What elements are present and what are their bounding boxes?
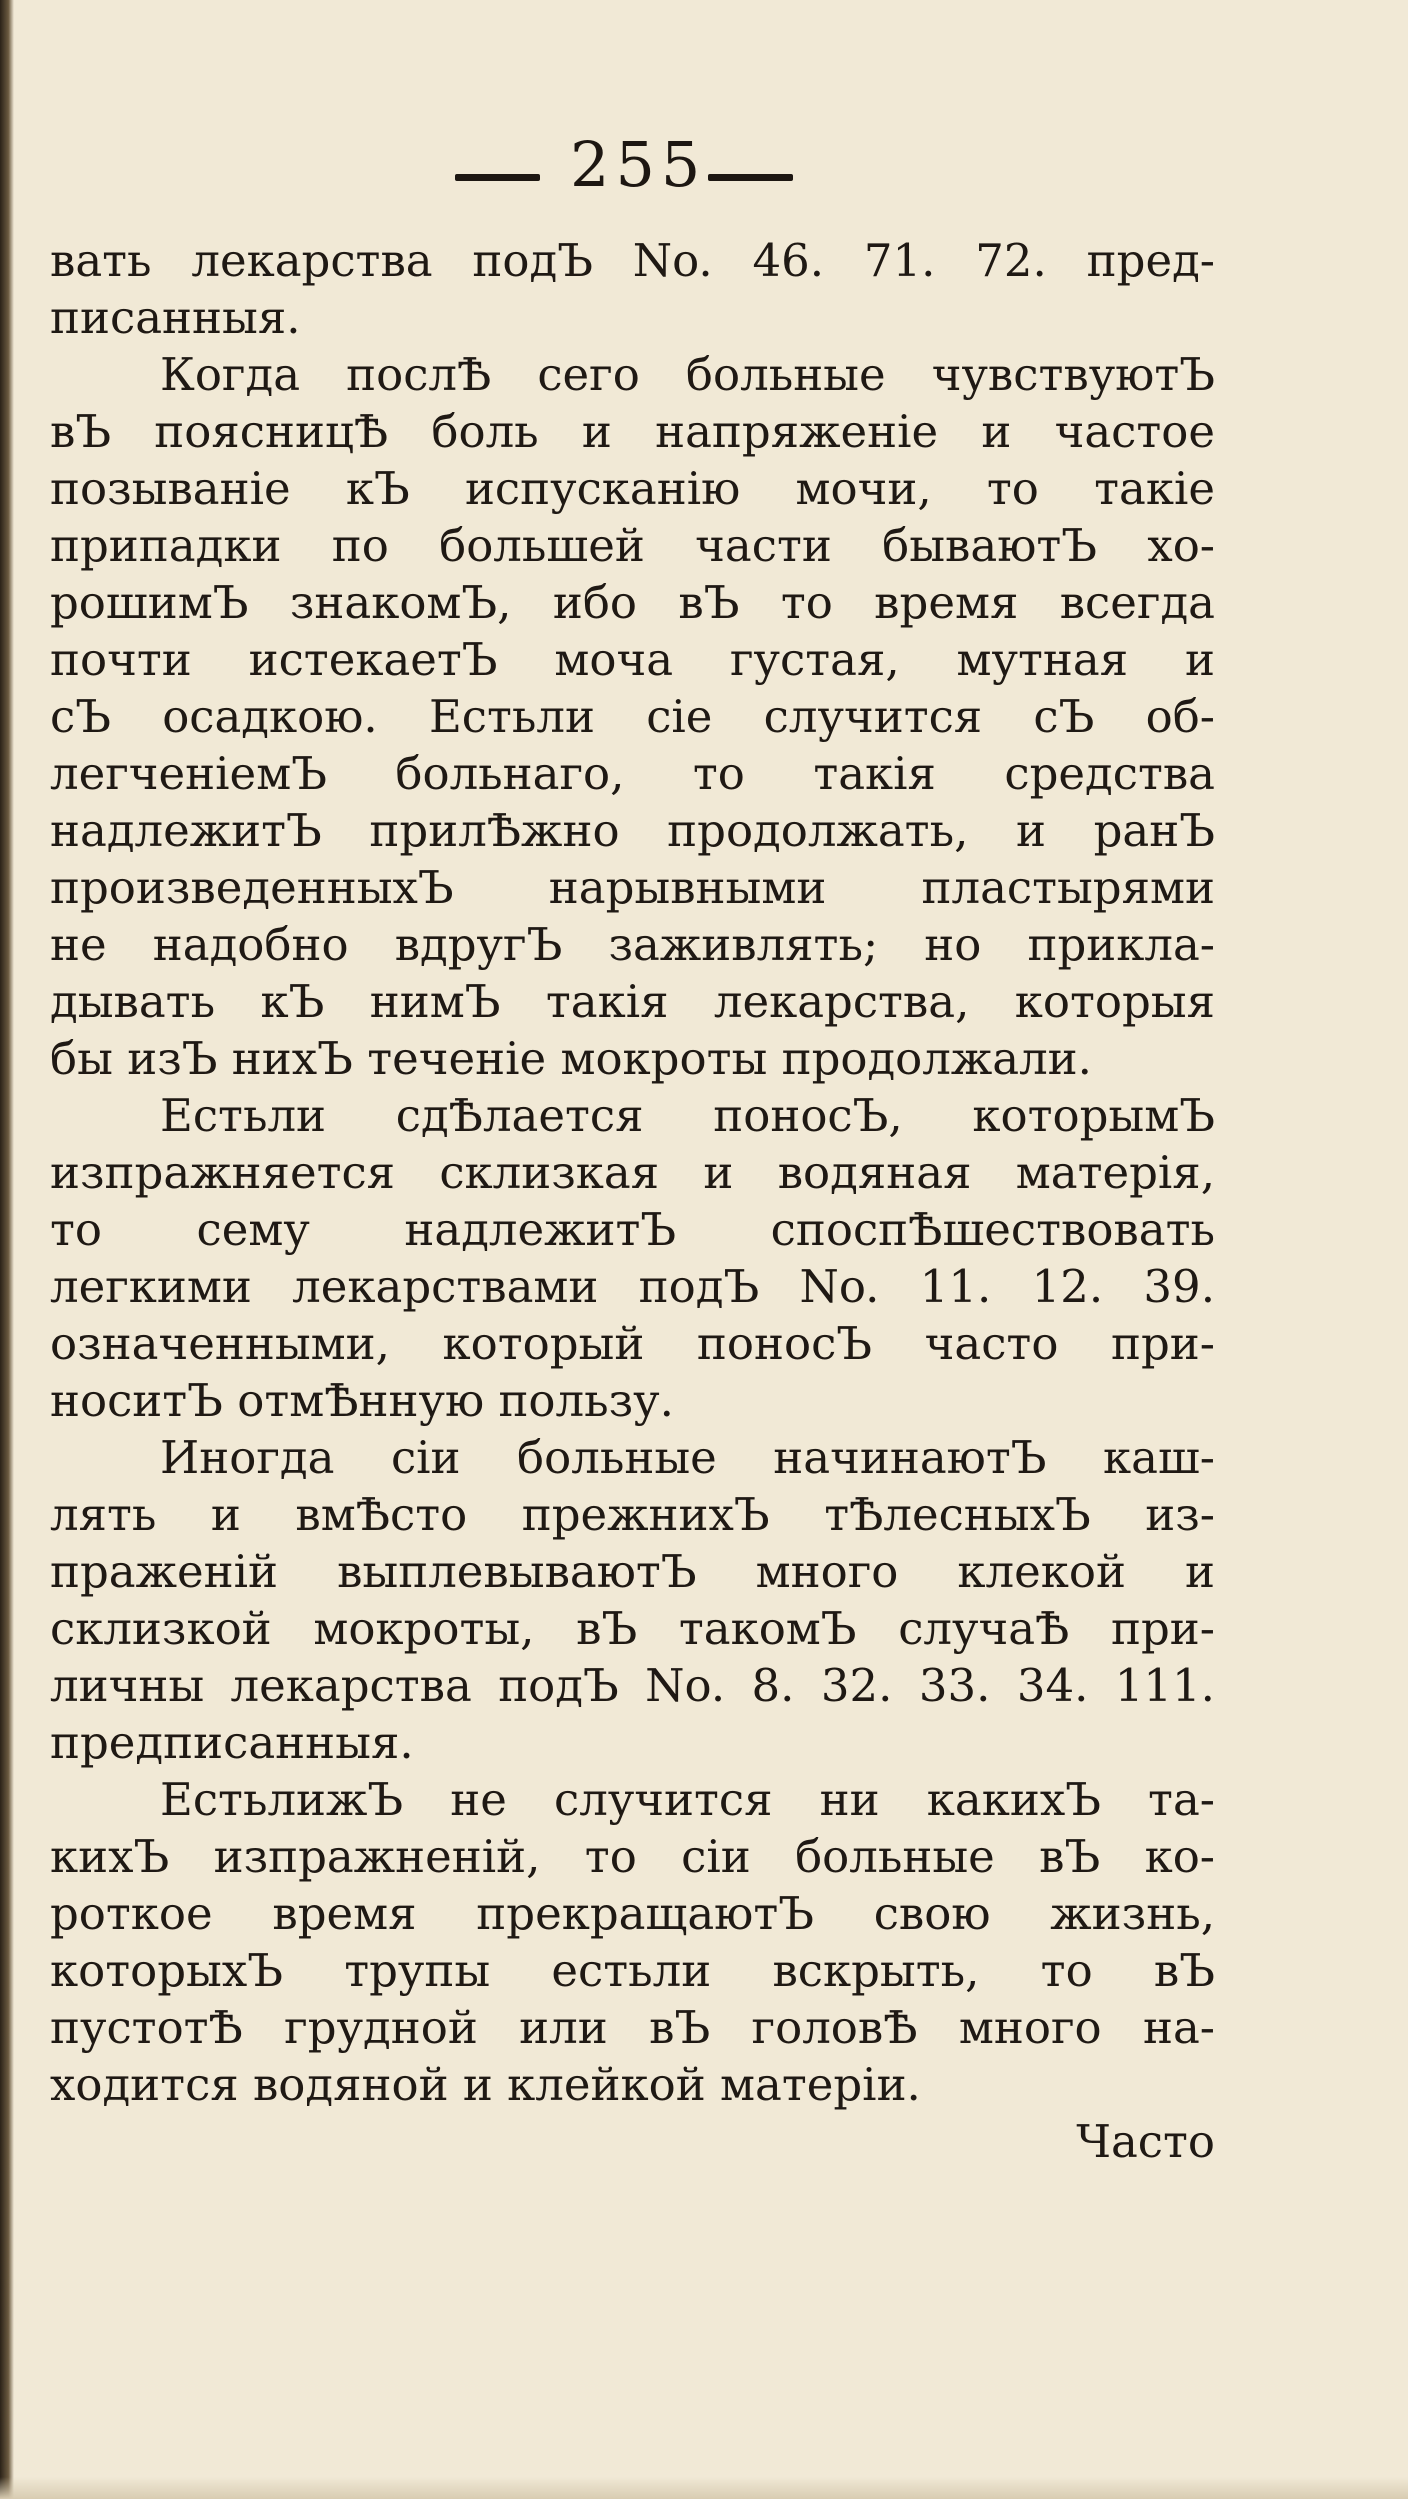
paragraph-first-line: ЕстьлижЪ не случится ни какихЪ та- <box>160 1773 1215 1826</box>
text-line: означенными, который поносЪ часто при- <box>50 1317 1215 1370</box>
catchword: Часто <box>1076 2115 1215 2168</box>
text-line: надлежитЪ прилѢжно продолжать, и ранЪ <box>50 804 1215 857</box>
text-line: пустотѢ грудной или вЪ головѢ много на- <box>50 2001 1215 2054</box>
page-number: 255 <box>570 128 707 201</box>
text-line: праженій выплевываютЪ много клекой и <box>50 1545 1215 1598</box>
text-line: почти истекаетЪ моча густая, мутная и <box>50 633 1215 686</box>
page-bottom-edge <box>0 2477 1408 2499</box>
text-line: произведенныхЪ нарывными пластырями <box>50 861 1215 914</box>
text-line: позываніе кЪ испусканію мочи, то такіе <box>50 462 1215 515</box>
text-line: изпражняется склизкая и водяная матерія, <box>50 1146 1215 1199</box>
text-line: писанныя. <box>50 291 301 344</box>
text-line: сЪ осадкою. Естьли сіе случится сЪ об- <box>50 690 1215 743</box>
text-line: не надобно вдругЪ заживлять; но прикла- <box>50 918 1215 971</box>
text-line: носитЪ отмѢнную пользу. <box>50 1374 674 1427</box>
text-line: припадки по большей части бываютЪ хо- <box>50 519 1215 572</box>
text-line: лять и вмѢсто прежнихЪ тѢлесныхЪ из- <box>50 1488 1215 1541</box>
text-line: которыхЪ трупы естьли вскрыть, то вЪ <box>50 1944 1215 1997</box>
text-line: ходится водяной и клейкой матеріи. <box>50 2058 921 2111</box>
paragraph-first-line: Естьли сдѢлается поносЪ, которымЪ <box>160 1089 1215 1142</box>
text-line: личны лекарства подЪ No. 8. 32. 33. 34. 111. <box>50 1659 1215 1712</box>
paragraph-first-line: Иногда сіи больные начинаютЪ каш- <box>160 1431 1215 1484</box>
header-dash-right <box>708 174 793 181</box>
text-line: склизкой мокроты, вЪ такомЪ случаѢ при- <box>50 1602 1215 1655</box>
text-line: вЪ поясницѢ боль и напряженіе и частое <box>50 405 1215 458</box>
paragraph-first-line: Когда послѢ сего больные чувствуютЪ <box>160 348 1215 401</box>
page-edge-shadow <box>0 0 14 2499</box>
text-line: вать лекарства подЪ No. 46. 71. 72. пред- <box>50 234 1215 287</box>
text-line: бы изЪ нихЪ теченіе мокроты продолжали. <box>50 1032 1092 1085</box>
header-dash-left <box>455 174 540 181</box>
text-line: дывать кЪ нимЪ такія лекарства, которыя <box>50 975 1215 1028</box>
page-body-text <box>50 232 1215 2170</box>
text-line: рошимЪ знакомЪ, ибо вЪ то время всегда <box>50 576 1215 629</box>
text-line: кихЪ изпражненій, то сіи больные вЪ ко- <box>50 1830 1215 1883</box>
text-line: легченіемЪ больнаго, то такія средства <box>50 747 1215 800</box>
text-line: то сему надлежитЪ споспѢшествовать <box>50 1203 1215 1256</box>
page-header <box>0 128 1408 218</box>
text-line: предписанныя. <box>50 1716 414 1769</box>
text-line: роткое время прекращаютЪ свою жизнь, <box>50 1887 1215 1940</box>
text-line: легкими лекарствами подЪ No. 11. 12. 39. <box>50 1260 1215 1313</box>
